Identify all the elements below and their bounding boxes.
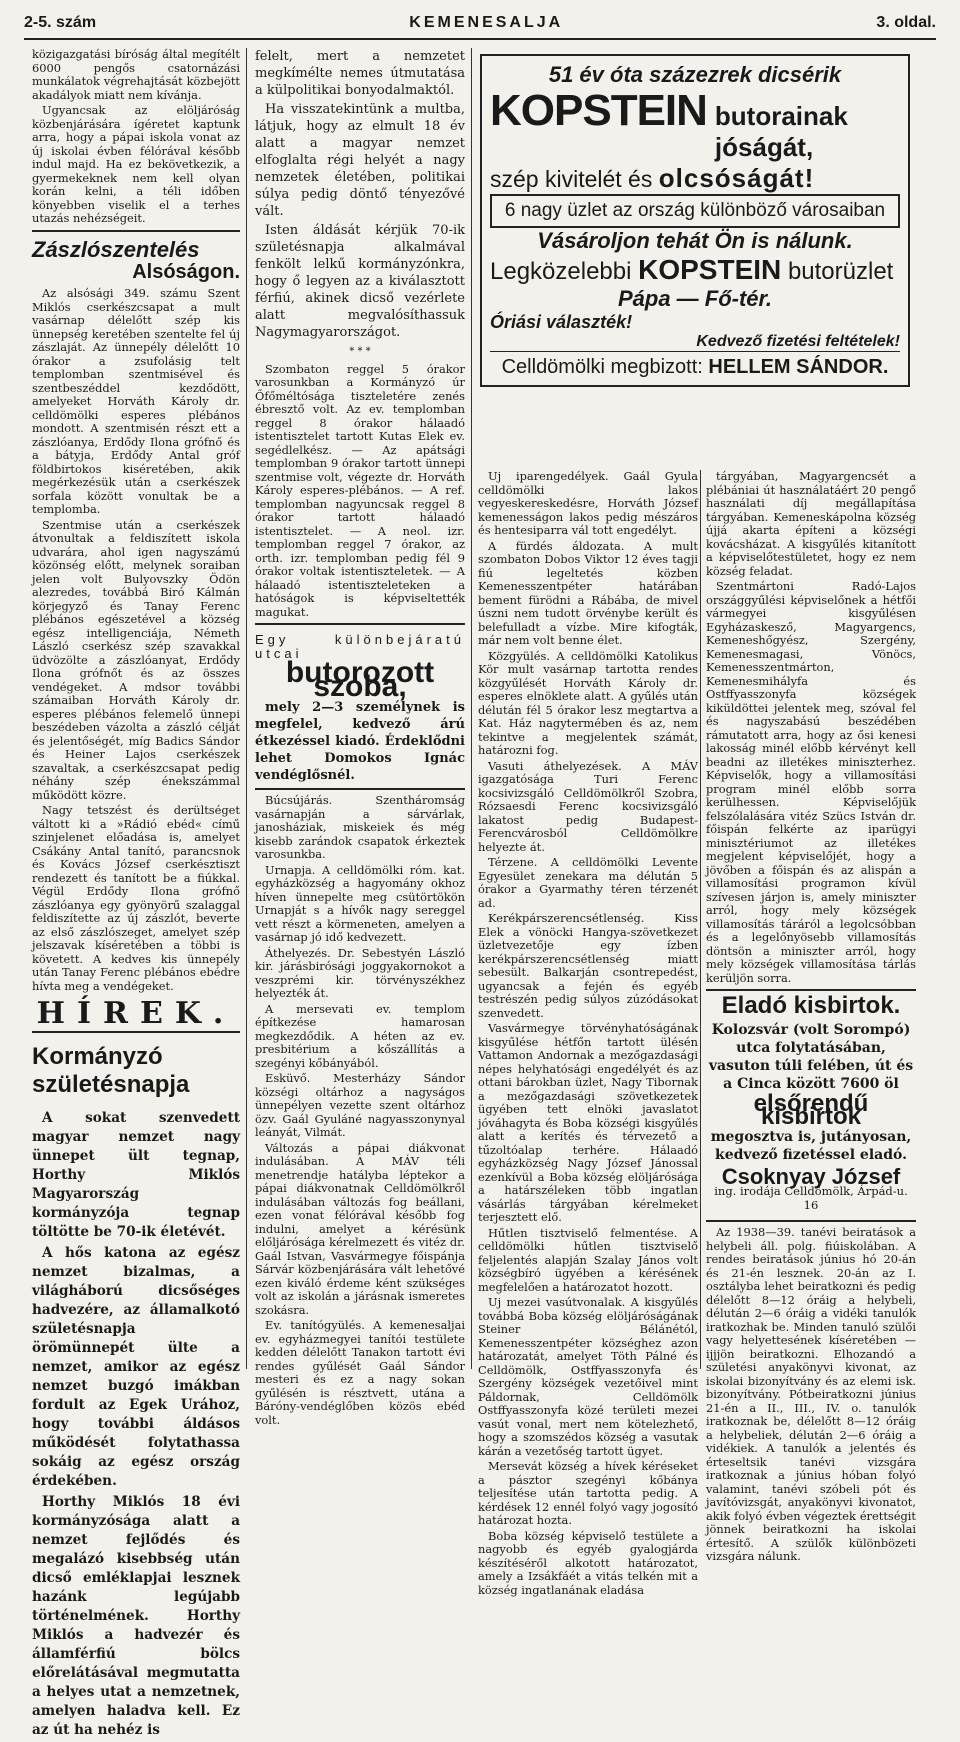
- paragraph: A sokat szenvedett magyar nemzet nagy ünnepet ült tegnap, Horthy Miklós Magyarország kormányzója tegnap töltötte be 70-ik életévét.: [32, 1109, 240, 1240]
- article-place: Alsóságon.: [132, 260, 240, 283]
- ad-line: butorainak jóságát,: [714, 101, 848, 162]
- separator-rule: [706, 989, 916, 991]
- paragraph: Térzene. A celldömölki Levente Egyesület zenekara ma délután 5 órakor a Gyarmathy téren térzenét ad.: [478, 855, 698, 910]
- article-title-kormanyzo: Kormányzó születésnapja: [32, 1042, 190, 1098]
- ad-line: Pápa — Fő-tér.: [617, 286, 773, 311]
- ad-line: Vásároljon tehát Ön is nálunk.: [537, 228, 853, 253]
- paragraph: Változás a pápai diákvonat indulásában. A MÁV téli menetrendje hatályba léptekor a pápai diákvonatnak Celldömölkről indulásában változás fog beállani, ezen vonat félórával később fog indulni, amelyet a kérésünk előljárósága kérelmezett és vitéz dr. Gaál Istvan, Vasvármegye főispánja Sárvár közbenjárására vált lehetővé ezen kiváló érdeme ként szükséges volt az iskolán a járásnak ismeretes szokásra.: [255, 1140, 465, 1317]
- paragraph: Az alsósági 349. számu Szent Miklós cserkészcsapat a mult vasárnap délelőtt szép kis ünnepség keretében szentelte fel új zászlaját. Az ünnepély délelőtt 10 órakor a zsufolásig telt templomban szentmisével és szentbeszéddel kezdődött, amelyeket Horváth Károly dr. celldömölki esperes plébános mondott. A szentmisén részt ett a zászlóanya, Erdődy Ilona grófnő és a bátyja, Erdődy Antal gróf földbirtokos kiséretében, akik megérkezésük után a cserkészek sorfala között vonultak be a templomba.: [32, 286, 240, 516]
- section-heading-hirek: HÍREK.: [36, 996, 236, 1031]
- paragraph: Vasvármegye törvényhatóságának kisgyűlése hétfőn tartott ülésén Vattamon Andornak a mezőgazdasági népes helyhatósági engedélyét és az ottani bárokban üzlet, Nagy Tibornak a mezőgazdasági szövetkezetek ügyében tett elnöki javaslatot jóváhagyta és Boba községi kisgyűlés alatt a kerítés és térvezető a tűzoltóalap terhére. Hálaadó egyházközség Nagy József Jánossal ezenkívül a Boba község elöljárósága a határszéleken több ingatlan vásárlás tárgyában kérelmeket terjesztett elő.: [478, 1021, 698, 1224]
- ad-text: megosztva is, jutányosan, kedvező fizetéssel eladó.: [710, 1128, 912, 1163]
- paragraph: Ev. tanítógyülés. A kemenesaljai ev. egyházmegyei tanítói testülete kedden délelőtt Tanakon tartott évi rendes gyűlését Gaál Sándor mesteri és ez a nagy sokan gyűlésén is résztvett, utána a Báróny-vendéglőben közös ebéd volt.: [255, 1318, 465, 1427]
- paragraph: Vasuti áthelyezések. A MÁV igazgatósága Turi Ferenc kocsivizsgáló Celldömölkről Szobra, Rózsaesdi Ferenc kocsivizsgáló lakatost pedig Budapest-Ferencvárosból Celldömölkre helyezte át.: [478, 758, 698, 854]
- separator-rule: [255, 788, 465, 790]
- paragraph: Boba község képviselő testülete a nagyobb és egyéb gyalogjárda készítéséről alkotott határozatot, amely a Izsákfáét a vitás telkén mit a község ingatlanának eladása: [478, 1528, 698, 1597]
- ad-inner-box: 6 nagy üzlet az ország különböző városaiban: [490, 194, 900, 228]
- column-3: [478, 470, 698, 1599]
- paragraph: Horthy Miklós 18 évi kormányzósága alatt a nemzet fejlődés és megalázó kisebbség után dicső emléklapjai lesznek hazánk legújabb történelmének. Horthy Miklós a hadvezér és államférfiú bölcs előrelátásával megmutatta a helyes utat a nemzetnek, amelyen haladva kell. Ez az út ha nehéz is: [32, 1493, 240, 1738]
- paragraph: A hős katona az egész nemzet bizalmas, a világháború dicsőséges hadvezére, az államalkotó születésnapja örömünnepét ülte a nemzet, amikor az egész nemzet buzgó imákban fordult az Egek Urához, hogy további áldásos működését folytathassa sokáig az egész ország érdekében.: [32, 1244, 240, 1489]
- ad-text: Kolozsvár (volt Sorompó) utca folytatásában, vasuton túli felében, út és a Cinca között 7600 öl: [708, 1021, 914, 1092]
- ad-text: olcsóságát!: [658, 163, 815, 193]
- issue-number: 2-5. szám: [24, 14, 97, 31]
- paragraph: Esküvő. Mesterházy Sándor községi oltárhoz a nagyságos ünnepélyen vezette szent oltárhoz özv. Gaál Gyuláné nagyasszonynyal leányát, Vilmát.: [255, 1071, 465, 1139]
- paragraph: Uj iparengedélyek. Gaál Gyula celldömölki lakos vegyeskereskedésre, Horváth József kemenesságon lakos pedig mészáros és hentesiparra vál tott engedélyt.: [478, 469, 698, 537]
- brand-name: KOPSTEIN: [490, 86, 707, 135]
- paragraph: Uj mezei vasútvonalak. A kisgyűlés továbbá Boba község elöljáróságának Steiner Bélánétól, Kemenesszentpéter községhez azon határozatát, amelyet Töth Pálné és Celldömölk, Ostffyasszonyfa és Szergény községek vezetőivel mint Páldornak, Celldömölk Ostffyasszonyfa közé területi mezei vasút vonal, mert nem kötelezhető, hogy a szomszédos község a vasutak kárán a vezetőség tartott ügyet.: [478, 1295, 698, 1458]
- ad-text: szép kivitelét és: [490, 166, 653, 192]
- separator-rule: [32, 230, 240, 232]
- page-number: 3. oldal.: [876, 14, 936, 31]
- paragraph: Az 1938—39. tanévi beiratások a helybeli áll. polg. fiúiskolában. A rendes beiratások június hó 20-án és 21-én lesznek. 20-án az I. osztályba lehet beiratkozni és pedig délelőtt 8—12 óráig a helybeli, délután 2—6 óráig a vidéki tanulók iratkozhak be. Minden tanuló szülői vagy helyettesének kíséretében — ijjjön beiratkozni. Elhozandó a születési anyakönyvi kivonat, az iskolai bizonyítvány és az elemi isk. bizonyítvány. Pótbeiratkozni június 21-én a II., III., IV. o. tanulók iratkoznak be, délelőtt 8—12 óráig a helybeliek, délután 2—6 óráig a vidékiek. A tanulók a jelentés és érteseltsik tanévi vizsgára iratkoznak a június hóban folyó valamint, tanévi szóbeli pót és javítóvizsgát, anyakönyvi kivonatot, akik folyó évben végeztek érettségit jönnek beiratkozni ha iskolai értesítő. A szülők különbözeti vizsgára nálunk.: [706, 1225, 916, 1563]
- ad-headline: butorozott szoba,: [285, 656, 435, 703]
- paragraph: felelt, mert a nemzetet megkímélte nemes útmutatása a külpolitikai bonyodalmaktól.: [255, 49, 465, 98]
- ad-text: butorüzlet: [787, 258, 894, 285]
- column-divider: [700, 470, 701, 1369]
- column-divider: [246, 48, 247, 1369]
- kopstein-ad: [480, 54, 910, 395]
- ad-line: Óriási választék!: [490, 312, 633, 332]
- column-divider: [471, 48, 472, 1369]
- ad-text: Celldömölki megbizott:: [501, 356, 703, 378]
- ad-line: [490, 351, 900, 379]
- paragraph: Közgyülés. A celldömölki Katolikus Kör mult vasárnap tartotta rendes közgyűlését Horváth Károly dr. esperes elnöklete alatt. A gyűlés után délután fél 5 órakor lesz megtartva a Kat. Ház nagytermében és az, nem tekintve a megjelentek számát, határozni fog.: [478, 648, 698, 757]
- ad-headline-elado: Eladó kisbirtok.: [721, 992, 901, 1019]
- masthead-title: KEMENESALJA: [409, 14, 564, 31]
- ad-text: mely 2—3 személynek is megfelel, kedvező árú étkezéssel kiadó. Érdeklődni lehet Domokos Ignác vendéglősnél.: [255, 700, 465, 783]
- paragraph: Ha visszatekintünk a multba, látjuk, hogy az elmult 18 év alatt a magyar nemzet elfoglalta régi helyét a nagy nemzetek életében, politikai súlya pedig döntő tényezővé vált.: [255, 102, 465, 219]
- ad-line: 51 év óta százezrek dicsérik: [548, 62, 842, 87]
- ad-line: [490, 254, 900, 286]
- paragraph: Urnapja. A celldömölki róm. kat. egyházközség a hagyomány okhoz híven ünnepelte meg csütörtökön Urnapját s a hívők nagy sereggel vett részt a körmeneten, amelyen a vasárnap jó idő kedvezett.: [255, 862, 465, 944]
- column-2: [255, 48, 465, 1429]
- paragraph: Szentmise után a cserkészek átvonultak a feldiszített iskola udvarára, ahol igen nagyszámú közönség előtt, melynek soraiban jelen volt Bulyovszky Ödön alezredes, továbbá Biró Kálmán körjegyző és Tanay Ferenc plébános egészetével a község egész intelligenciája, Németh László cserkész szép szavakkal üdvözölte a zászlóanyat, Erdődy Ilona grófnőt és az összes vendégeket. A mdsor további számaiban Horváth Károly dr. esperes plébános felemelő ünnepi beszédeben vázolta a zászló célját és jelentőségét, míg Badics Sándor és Heiner Lajos cserkészek szavaltak, a cserkészcsapat pedig néhány szép énekszámmal működött közre.: [32, 517, 240, 802]
- paragraph: Mersevát község a hívek kéréseket a pásztor szegényi kőbánya teljesítése után tartotta pedig. A kérdések 12 ennél folyó vagy jogosító határozat hozta.: [478, 1459, 698, 1527]
- ad-line: [490, 163, 900, 194]
- ad-text: Egy különbejáratú utcai: [255, 632, 465, 661]
- ad-text: Legközelebbi: [490, 258, 632, 285]
- paragraph: Áthelyezés. Dr. Sebestyén László kir. járásbirósági joggyakornokot a veszprémi kir. törvényszékhez helyezték át.: [255, 945, 465, 1000]
- separator-rule: [255, 623, 465, 625]
- paragraph: Szombaton reggel 5 órakor varosunkban a Kormányzó úr Őfőméltósága tiszteletére zenés ébresztő volt. Az ev. templomban reggel 8 órakor hálaadó istentisztelet tartott Kutas Elek ev. segédlelkész. — Az apátsági templomban 9 órakor tartott ünnepi szentmise volt, végezte dr. Horváth Károly esperes-plébános. — A ref. templomban nagyuncsak reggel 8 órakor tartott hálaadó istentisztelet. — A neol. izr. templomban reggel 7 órakor, az orth. izr. templomban pedig fél 9 órakor voltak istentiszteletek. — A hálaadó istentiszteleteken a hatóságok is képviseltették magukat.: [255, 361, 465, 619]
- paragraph: közigazgatási bíróság által megítélt 6000 pengős csatornázási munkálatok végrehajtását közbejött akadályok miatt nem kívánja.: [32, 47, 240, 102]
- column-1: [32, 48, 240, 1742]
- ad-address: ing. irodája Celldömölk, Árpád-u. 16: [714, 1184, 908, 1212]
- paragraph: Búcsújárás. Szentháromság vasárnapján a sárvárlak, janosháziak, miskeiek és még kisebb zarándok csapatok érkeztek varosunkba.: [255, 793, 465, 861]
- article-title-zaszloszenteles: Zászlószentelés: [32, 236, 200, 262]
- star-separator: * * *: [349, 346, 371, 357]
- page-header: [24, 8, 936, 40]
- ad-line: [490, 88, 900, 163]
- paragraph: tárgyában, Magyargencsét a plébániai út használatáért 20 pengő használati díj megállapítása tárgyában. Kemeneskápolna község újjá akarta építeni a községi kovácsházat. A kisgyűlés kitanított a képviselőtestületet, hogy ez nem község feladat.: [706, 469, 916, 578]
- paragraph: Ugyancsak az elöljáróság közbenjárására ígéretet kaptunk arra, hogy a pápai iskola vonat az új iskolai évben félórával később indul majd. Ha ez bekövetkezik, a gyermekeknek nem kell olyan korán kelni, a téli időben könyebben viselik el a terhes utazás nehézségeit.: [32, 103, 240, 225]
- paragraph: Kerékpárszerencsétlenség. Kiss Elek a vönöcki Hangya-szövetkezet üzletvezetője egy ízben kerékpárszerencsétlenség miatt sebesült. Balkarján csontrepedést, ugyancsak a fején és egyéb testrészén pedig súlyos zúzódásokat szenvedett.: [478, 911, 698, 1020]
- paragraph: Nagy tetszést és derültséget váltott ki a »Rádió ebéd« című szinjelenet előadása is, amelyet Csákány Antal tanító, parancsnok és Kovács József cserkésztiszt rendezett és tanított be a fiúkkal. Végül Erdődy Ilona grófnő zászlóanya egy gyönyörű szalaggal feldiszítette az új zászlót, beverte az első zászlószeget, amelyet szép jelszavak kíséretében a többi is követett. A kedves kis ünnepély után Tanay Ferenc plébános ebédre hívta meg a vendégeket.: [32, 803, 240, 993]
- paragraph: Hűtlen tisztviselő felmentése. A celldömölki hűtlen tisztviselő feljelentés alapján Szalay János volt községbíró ügyében a kérésének megfelelően a határozatot hozott.: [478, 1225, 698, 1294]
- paragraph: Isten áldását kérjük 70-ik születésnapja alkalmával fenkölt lelkű kormányzónkra, hogy ő legyen az a kiválasztott férfiú, akinek dicső vezérlete alatt megvalósíthassuk Nagymagyarországot.: [255, 223, 465, 340]
- brand-name: KOPSTEIN: [638, 254, 782, 285]
- ad-line: Kedvező fizetési feltételek!: [696, 333, 900, 350]
- separator-rule: [706, 1220, 916, 1222]
- paragraph: A fürdés áldozata. A mult szombaton Dobos Viktor 12 éves tagji fiú legeltetés közben Kemenesszentpéter határában bement fürödni a Rábába, de mivel úszni nem tudott örvénybe került és belefulladt a vízbe. Mire kifogták, már nem volt benne élet.: [478, 538, 698, 647]
- column-4: [706, 470, 916, 1566]
- ad-name: Csoknyay József: [721, 1163, 901, 1189]
- paragraph: A mersevati ev. templom építkezése hamarosan megkezdődik. A héten az ev. presbitérium a kőszállítás a szegényi kőbányából.: [255, 1001, 465, 1070]
- ad-headline: elsőrendű kisbirtok: [753, 1089, 869, 1130]
- ad-frame: [480, 54, 910, 387]
- paragraph: Szentmártoni Radó-Lajos országgyűlési képviselőnek a hétfői vármegyei kisgyűlésen Egyházaskesző, Magyargencs, Kemeneshőgyész, Szergény, Kemenesmagasi, Vönöcs, Kemenesszentmárton, Kemenesmihályfa és Ostffyasszonyfa községek kiküldöttei jelentek meg, szóval fel és nagyszabású beszédében rámutatott arra, hogy az ősi kenesi lakosság minél előbb kérvényt kell beadni az illetékes miniszterhez. Képviselők, hogy a villamosítási program minél előbb sorra kerülhessen. Képviselőjük felszólalására vitéz Szücs István dr. főispán felkérte az iparügyi minisztériumot az illetékes megjelent képviselőjét, hogy a jövőben a főispán és az alispán a villamosítási programon kívül szívesen járjon is, amely miniszter arról, hogy mely községek villamosítás táráról a legolcsóbban és a legelőnyösebb villamosítás döntsön a miniszter arról, hogy mely községek villamosítása tárlás kerüljön sorra.: [706, 579, 916, 985]
- ad-text: HELLEM SÁNDOR.: [708, 356, 889, 378]
